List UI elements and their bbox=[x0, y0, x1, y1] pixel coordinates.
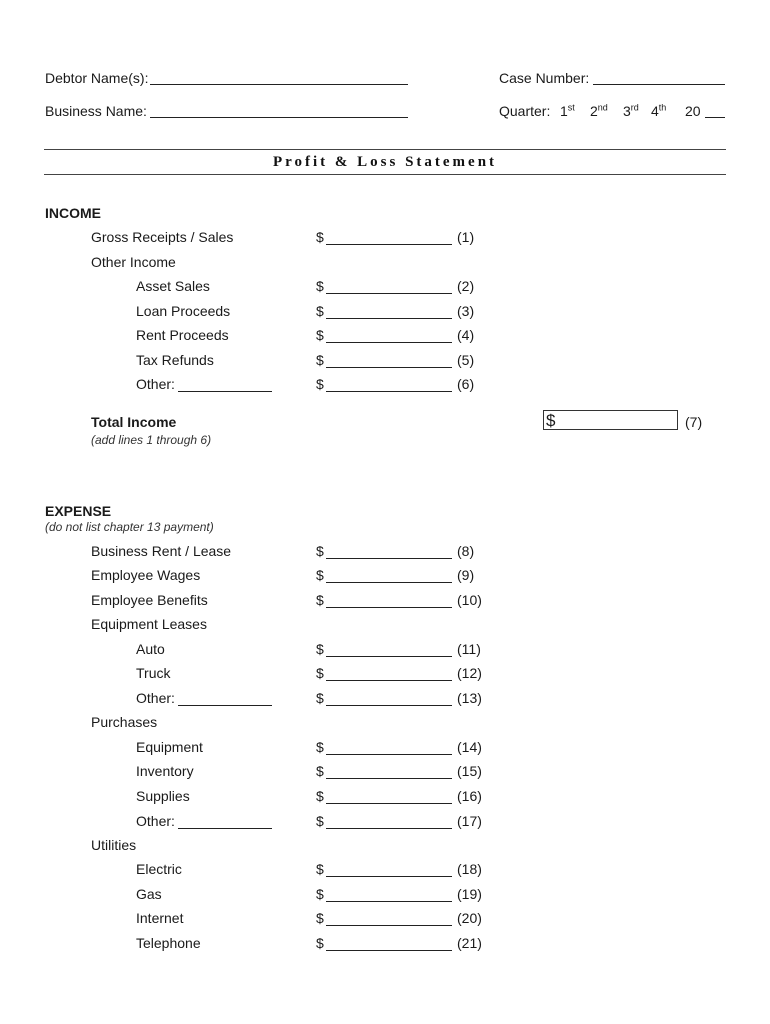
business-name-label: Business Name: bbox=[45, 103, 147, 119]
expense-row bbox=[0, 714, 770, 734]
row-label: Electric bbox=[136, 861, 182, 877]
income-row bbox=[0, 376, 770, 396]
title-rule-top bbox=[44, 149, 726, 150]
dollar-sign: $ bbox=[316, 763, 324, 779]
row-label: Gas bbox=[136, 886, 162, 902]
dollar-sign: $ bbox=[316, 935, 324, 951]
employee-wages-field[interactable] bbox=[326, 582, 452, 583]
quarter-option-4[interactable]: 4th bbox=[651, 102, 667, 119]
row-label: Employee Wages bbox=[91, 567, 201, 583]
line-ref: (14) bbox=[457, 739, 482, 755]
row-label: Business Rent / Lease bbox=[91, 543, 232, 559]
line-ref: (5) bbox=[457, 352, 475, 368]
line-ref: (20) bbox=[457, 910, 482, 926]
row-label: Rent Proceeds bbox=[136, 327, 229, 343]
dollar-sign: $ bbox=[316, 352, 324, 368]
debtor-name-field[interactable] bbox=[150, 84, 408, 85]
quarter-option-2[interactable]: 2nd bbox=[590, 102, 608, 119]
gas-field[interactable] bbox=[326, 901, 452, 902]
row-label: Tax Refunds bbox=[136, 352, 214, 368]
line-ref: (9) bbox=[457, 567, 475, 583]
expense-row bbox=[0, 690, 770, 710]
year-field[interactable] bbox=[705, 117, 725, 118]
dollar-sign: $ bbox=[316, 861, 324, 877]
other-lease-field[interactable] bbox=[326, 705, 452, 706]
row-label: Internet bbox=[136, 910, 184, 926]
row-label: Auto bbox=[136, 641, 165, 657]
row-label: Asset Sales bbox=[136, 278, 210, 294]
line-ref: (6) bbox=[457, 376, 475, 392]
expense-row bbox=[0, 813, 770, 833]
supplies-field[interactable] bbox=[326, 803, 452, 804]
electric-field[interactable] bbox=[326, 876, 452, 877]
tax-refunds-field[interactable] bbox=[326, 367, 452, 368]
line-ref: (10) bbox=[457, 592, 482, 608]
line-ref: (8) bbox=[457, 543, 475, 559]
line-ref: (3) bbox=[457, 303, 475, 319]
case-number-field[interactable] bbox=[593, 84, 725, 85]
case-number-label: Case Number: bbox=[499, 70, 590, 86]
line-ref: (19) bbox=[457, 886, 482, 902]
dollar-sign: $ bbox=[316, 788, 324, 804]
loan-proceeds-field[interactable] bbox=[326, 318, 452, 319]
page-title: Profit & Loss Statement bbox=[272, 154, 498, 170]
row-label: Other: bbox=[136, 376, 175, 392]
dollar-sign: $ bbox=[546, 411, 556, 430]
expense-row bbox=[0, 567, 770, 587]
dollar-sign: $ bbox=[316, 910, 324, 926]
other-income-description-field[interactable] bbox=[178, 391, 272, 392]
expense-note: (do not list chapter 13 payment) bbox=[45, 520, 214, 534]
business-name-field[interactable] bbox=[150, 117, 408, 118]
dollar-sign: $ bbox=[316, 641, 324, 657]
row-label: Other: bbox=[136, 813, 175, 829]
quarter-option-1[interactable]: 1st bbox=[560, 102, 575, 119]
equipment-purchase-field[interactable] bbox=[326, 754, 452, 755]
business-rent-field[interactable] bbox=[326, 558, 452, 559]
other-lease-description-field[interactable] bbox=[178, 705, 272, 706]
dollar-sign: $ bbox=[316, 690, 324, 706]
telephone-field[interactable] bbox=[326, 950, 452, 951]
expense-row bbox=[0, 641, 770, 661]
total-income-label: Total Income bbox=[91, 414, 177, 430]
quarter-label: Quarter: bbox=[499, 103, 551, 119]
other-income-field[interactable] bbox=[326, 391, 452, 392]
line-ref: (7) bbox=[685, 414, 703, 430]
row-label: Inventory bbox=[136, 763, 194, 779]
row-label: Loan Proceeds bbox=[136, 303, 231, 319]
expense-row bbox=[0, 543, 770, 563]
dollar-sign: $ bbox=[316, 739, 324, 755]
income-heading: INCOME bbox=[45, 205, 101, 221]
truck-lease-field[interactable] bbox=[326, 680, 452, 681]
line-ref: (18) bbox=[457, 861, 482, 877]
row-label: Telephone bbox=[136, 935, 201, 951]
expense-row bbox=[0, 763, 770, 783]
row-label: Purchases bbox=[91, 714, 158, 730]
dollar-sign: $ bbox=[316, 592, 324, 608]
row-label: Supplies bbox=[136, 788, 190, 804]
quarter-option-3[interactable]: 3rd bbox=[623, 102, 639, 119]
title-rule-bottom bbox=[44, 174, 726, 175]
expense-row bbox=[0, 935, 770, 955]
line-ref: (21) bbox=[457, 935, 482, 951]
asset-sales-field[interactable] bbox=[326, 293, 452, 294]
row-label: Equipment Leases bbox=[91, 616, 207, 632]
row-label: Other Income bbox=[91, 254, 176, 270]
dollar-sign: $ bbox=[316, 567, 324, 583]
total-income-note: (add lines 1 through 6) bbox=[91, 433, 212, 447]
expense-row bbox=[0, 592, 770, 612]
expense-row bbox=[0, 616, 770, 636]
row-label: Truck bbox=[136, 665, 171, 681]
line-ref: (16) bbox=[457, 788, 482, 804]
row-label: Utilities bbox=[91, 837, 137, 853]
expense-row bbox=[0, 788, 770, 808]
expense-row bbox=[0, 837, 770, 857]
dollar-sign: $ bbox=[316, 229, 324, 245]
row-label: Gross Receipts / Sales bbox=[91, 229, 234, 245]
line-ref: (12) bbox=[457, 665, 482, 681]
income-row bbox=[0, 352, 770, 372]
gross-receipts-field[interactable] bbox=[326, 244, 452, 245]
dollar-sign: $ bbox=[316, 665, 324, 681]
expense-heading: EXPENSE bbox=[45, 503, 112, 519]
line-ref: (11) bbox=[457, 641, 481, 657]
dollar-sign: $ bbox=[316, 376, 324, 392]
line-ref: (15) bbox=[457, 763, 482, 779]
row-label: Equipment bbox=[136, 739, 203, 755]
dollar-sign: $ bbox=[316, 278, 324, 294]
internet-field[interactable] bbox=[326, 925, 452, 926]
line-ref: (13) bbox=[457, 690, 482, 706]
income-row bbox=[0, 278, 770, 298]
dollar-sign: $ bbox=[316, 327, 324, 343]
expense-row bbox=[0, 665, 770, 685]
debtor-name-label: Debtor Name(s): bbox=[45, 70, 149, 86]
dollar-sign: $ bbox=[316, 543, 324, 559]
expense-row bbox=[0, 886, 770, 906]
line-ref: (17) bbox=[457, 813, 482, 829]
expense-row bbox=[0, 861, 770, 881]
line-ref: (2) bbox=[457, 278, 475, 294]
rent-proceeds-field[interactable] bbox=[326, 342, 452, 343]
row-label: Employee Benefits bbox=[91, 592, 208, 608]
dollar-sign: $ bbox=[316, 303, 324, 319]
line-ref: (4) bbox=[457, 327, 475, 343]
employee-benefits-field[interactable] bbox=[326, 607, 452, 608]
row-label: Other: bbox=[136, 690, 175, 706]
income-row bbox=[0, 303, 770, 323]
expense-row bbox=[0, 739, 770, 759]
income-row bbox=[0, 254, 770, 274]
expense-row bbox=[0, 910, 770, 930]
dollar-sign: $ bbox=[316, 813, 324, 829]
other-purchase-field[interactable] bbox=[326, 828, 452, 829]
total-income-field[interactable] bbox=[543, 410, 678, 430]
inventory-field[interactable] bbox=[326, 778, 452, 779]
income-row bbox=[0, 327, 770, 347]
dollar-sign: $ bbox=[316, 886, 324, 902]
line-ref: (1) bbox=[457, 229, 475, 245]
year-prefix: 20 bbox=[685, 103, 701, 119]
income-row bbox=[0, 229, 770, 249]
auto-lease-field[interactable] bbox=[326, 656, 452, 657]
other-purchase-description-field[interactable] bbox=[178, 828, 272, 829]
